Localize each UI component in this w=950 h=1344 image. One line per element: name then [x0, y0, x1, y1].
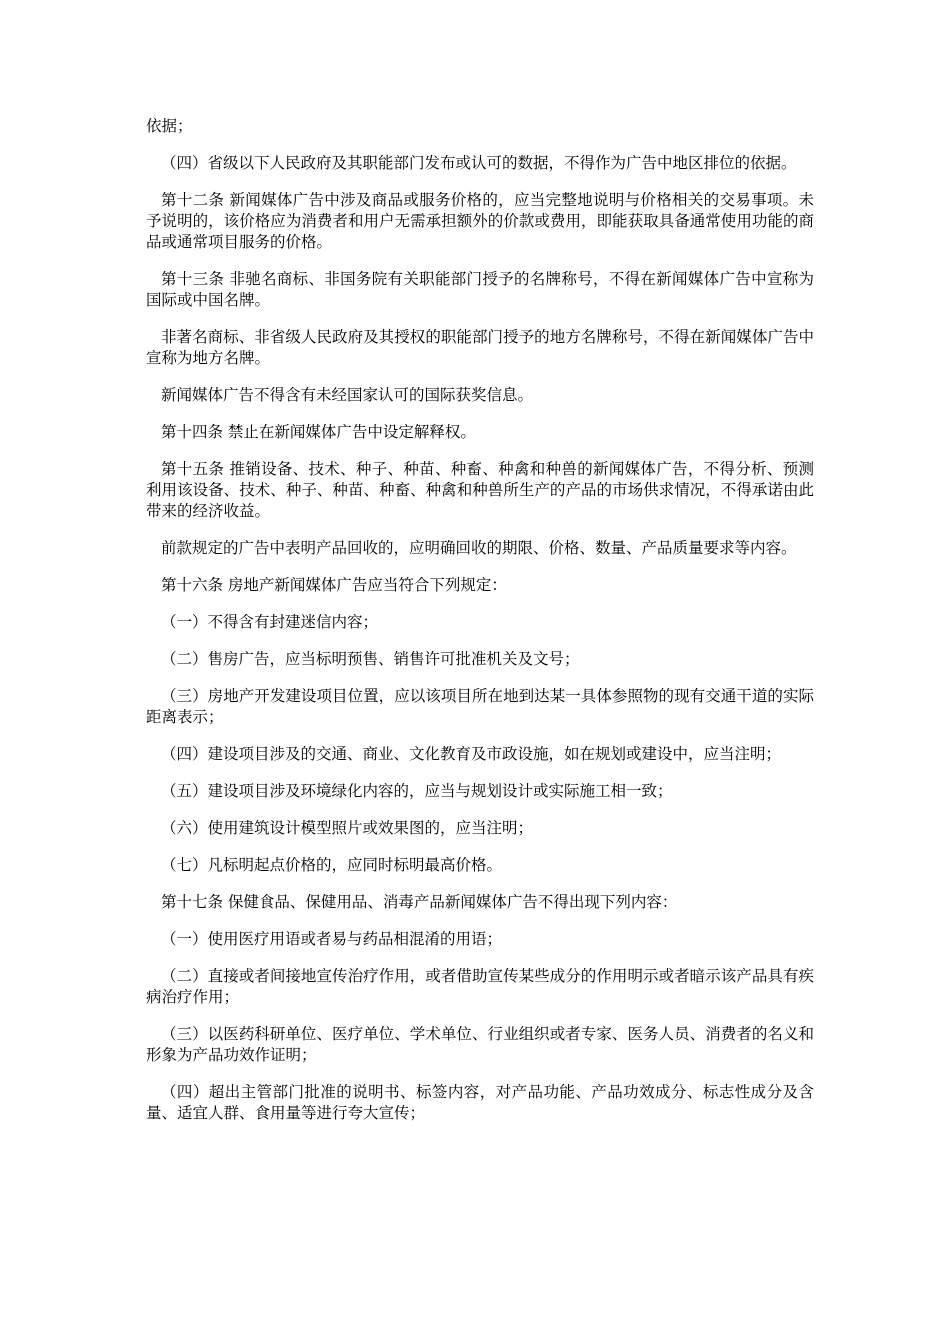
document-body [146, 116, 814, 1140]
paragraph-article-13-awards: 新闻媒体广告不得含有未经国家认可的国际获奖信息。 [161, 386, 534, 404]
paragraph-article-16: 第十六条 房地产新闻媒体广告应当符合下列规定： [161, 576, 507, 594]
paragraph-continuation: 依据； [146, 117, 193, 135]
paragraph-article-17-item-1: （一）使用医疗用语或者易与药品相混淆的用语； [161, 930, 503, 948]
paragraph-article-16-item-1: （一）不得含有封建迷信内容； [161, 613, 379, 631]
paragraph-article-16-item-3: （三）房地产开发建设项目位置，应以该项目所在地到达某一具体参照物的现有交通干道的实际距离表示； [146, 687, 814, 726]
paragraph-article-16-item-5: （五）建设项目涉及环境绿化内容的，应当与规划设计或实际施工相一致； [161, 782, 673, 800]
paragraph-article-14: 第十四条 禁止在新闻媒体广告中设定解释权。 [161, 423, 476, 441]
paragraph-item-4-ranking: （四）省级以下人民政府及其职能部门发布或认可的数据，不得作为广告中地区排位的依据。 [161, 154, 797, 172]
paragraph-article-17-item-3: （三）以医药科研单位、医疗单位、学术单位、行业组织或者专家、医务人员、消费者的名义和形象为产品功效作证明； [146, 1025, 814, 1064]
paragraph-article-12: 第十二条 新闻媒体广告中涉及商品或服务价格的，应当完整地说明与价格相关的交易事项。未予说明的，该价格应为消费者和用户无需承担额外的价款或费用，即能获取具备通常使用功能的商品或通常项目服务的价格。 [146, 191, 814, 251]
paragraph-article-16-item-4: （四）建设项目涉及的交通、商业、文化教育及市政设施，如在规划或建设中，应当注明； [161, 745, 782, 763]
paragraph-article-16-item-7: （七）凡标明起点价格的，应同时标明最高价格。 [161, 856, 503, 874]
paragraph-article-13-local-brand: 非著名商标、非省级人民政府及其授权的职能部门授予的地方名牌称号，不得在新闻媒体广告中宣称为地方名牌。 [146, 328, 814, 367]
paragraph-article-16-item-2: （二）售房广告，应当标明预售、销售许可批准机关及文号； [161, 650, 580, 668]
paragraph-article-17: 第十七条 保健食品、保健用品、消毒产品新闻媒体广告不得出现下列内容： [161, 893, 678, 911]
paragraph-article-13: 第十三条 非驰名商标、非国务院有关职能部门授予的名牌称号，不得在新闻媒体广告中宣称为国际或中国名牌。 [146, 270, 814, 309]
paragraph-article-16-item-6: （六）使用建筑设计模型照片或效果图的，应当注明； [161, 819, 534, 837]
paragraph-article-17-item-2: （二）直接或者间接地宣传治疗作用，或者借助宣传某些成分的作用明示或者暗示该产品具有疾病治疗作用； [146, 967, 814, 1006]
paragraph-article-15: 第十五条 推销设备、技术、种子、种苗、种畜、种禽和种兽的新闻媒体广告，不得分析、预测利用该设备、技术、种子、种苗、种畜、种禽和种兽所生产的产品的市场供求情况，不得承诺由此带来的经济收益。 [146, 460, 814, 520]
paragraph-article-15-recovery: 前款规定的广告中表明产品回收的，应明确回收的期限、价格、数量、产品质量要求等内容。 [161, 539, 797, 557]
paragraph-article-17-item-4: （四）超出主管部门批准的说明书、标签内容，对产品功能、产品功效成分、标志性成分及含量、适宜人群、食用量等进行夸大宣传； [146, 1083, 814, 1122]
